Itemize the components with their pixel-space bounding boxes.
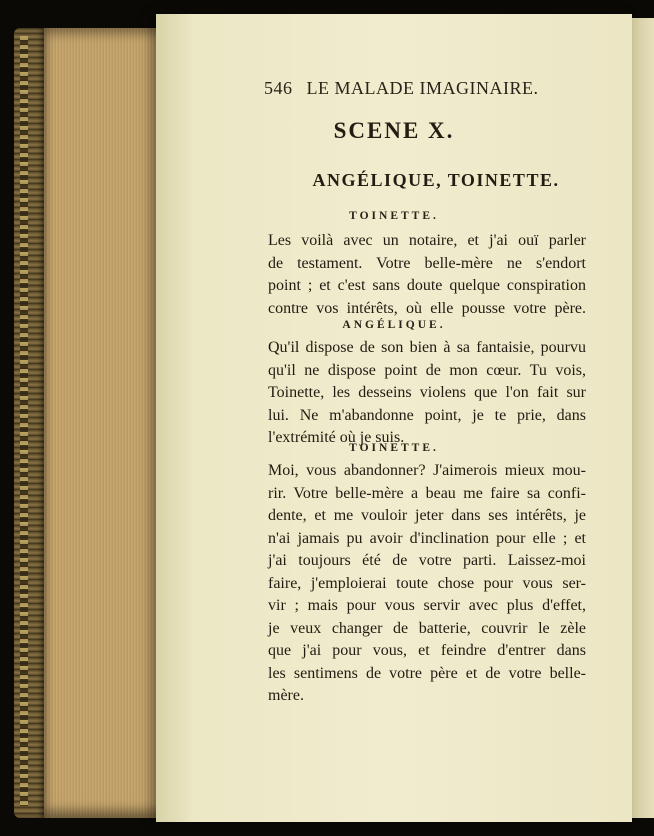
speech-line: de testament. Votre belle-mère ne s'endort: [268, 254, 586, 272]
speaker-name: TOINETTE.: [349, 210, 439, 222]
speech-block: [268, 460, 586, 708]
speech-line: les sentimens de votre père et de votre belle-: [268, 664, 586, 682]
speech-line: Les voilà avec un notaire, et j'ai ouï parler: [268, 232, 586, 249]
scene-characters: ANGÉLIQUE, TOINETTE.: [312, 170, 560, 190]
speech-line: j'ai toujours été de votre parti. Laissez-moi: [268, 552, 586, 569]
speech-line: que j'ai pour vous, et feindre d'entrer dans: [268, 642, 586, 659]
speech-line: contre vos intérêts, où elle pousse votre père.: [268, 299, 586, 317]
book-cover-edge: [14, 28, 46, 818]
speaker-name: ANGÉLIQUE.: [342, 319, 446, 331]
speech-line: rir. Votre belle-mère a beau me faire sa confi-: [268, 484, 586, 502]
page-block-edges: [44, 28, 164, 818]
speech-line: je veux changer de batterie, couvrir le zèle: [268, 619, 586, 637]
speech-line: faire, j'emploierai toute chose pour vous ser-: [268, 574, 586, 592]
speech-line: qu'il ne dispose point de mon cœur. Tu vois,: [268, 361, 586, 379]
speech-line: Toinette, les desseins violens que l'on fait sur: [268, 384, 586, 401]
speech-block: [268, 337, 586, 450]
speech-line: n'ai jamais pu avoir d'inclination pour elle ; et: [268, 529, 586, 547]
speech-block: [268, 230, 586, 320]
book-page: [156, 14, 632, 822]
speech-line: dente, et me vouloir jeter dans ses intérêts, je: [268, 507, 586, 524]
running-header: [264, 78, 564, 99]
speech-line: lui. Ne m'abandonne point, je te prie, dans: [268, 406, 586, 424]
scene-title: SCENE X.: [333, 118, 455, 143]
running-title: LE MALADE IMAGINAIRE.: [306, 78, 539, 98]
speech-line: point ; et c'est sans doute quelque conspiration: [268, 277, 586, 294]
speech-line: vir ; mais pour vous servir avec plus d'effet,: [268, 597, 586, 614]
page-number: 546: [264, 78, 293, 98]
speaker-name: TOINETTE.: [349, 442, 439, 454]
speech-line: l'extrémité où je suis.: [268, 429, 405, 446]
speech-line: Moi, vous abandonner? J'aimerois mieux mou-: [268, 462, 586, 479]
cover-gilt-tooling: [20, 36, 28, 806]
speech-line: mère.: [268, 687, 304, 704]
speech-line: Qu'il dispose de son bien à sa fantaisie, pourvu: [268, 339, 586, 356]
